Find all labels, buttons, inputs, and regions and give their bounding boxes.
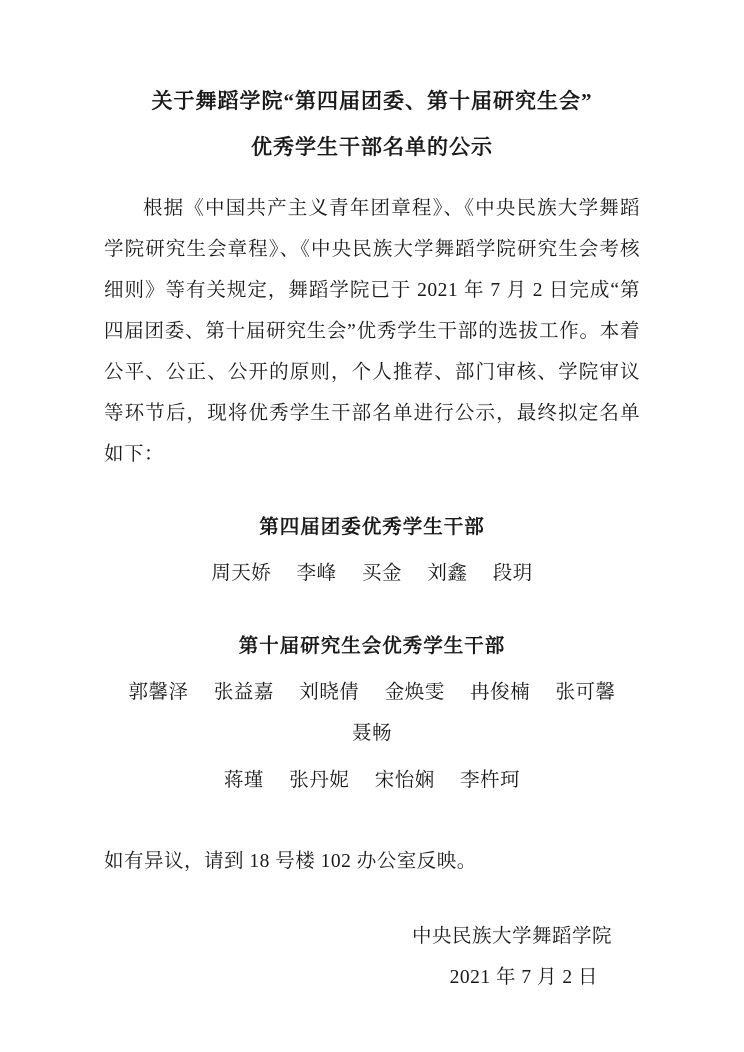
list-item: 张可馨 [555,682,616,703]
name-row [104,553,640,594]
list-item: 蒋瑾 [223,770,264,791]
name-row [104,672,640,754]
notice-text: 如有异议，请到 18 号楼 102 办公室反映。 [104,851,477,872]
section-yanjiushenghui [104,628,640,801]
signature-org: 中央民族大学舞蹈学院 [411,926,612,947]
list-item: 张丹妮 [289,770,350,791]
list-item: 段玥 [492,563,533,584]
page-title [104,78,640,170]
list-item: 周天娇 [211,563,272,584]
list-item: 刘晓倩 [299,682,360,703]
title-line-2: 优秀学生干部名单的公示 [251,135,493,159]
list-item: 聂畅 [351,723,392,744]
body-paragraph: 根据《中国共产主义青年团章程》、《中央民族大学舞蹈学院研究生会章程》、《中央民族大学舞蹈学院研究生会考核细则》等有关规定，舞蹈学院已于 2021 年 7 月 2 日完成“第四届团委、第十届研究生会”优秀学生干部的选拔工作。本着公平、公正、公开的原则，个人推荐、部门审核、学院审议等环节后，现将优秀学生干部名单进行公示，最终拟定名单如下： [104,198,640,465]
signature-date: 2021 年 7 月 2 日 [449,967,598,988]
list-item: 刘鑫 [427,563,468,584]
list-item: 张益嘉 [213,682,274,703]
list-item: 冉俊楠 [470,682,531,703]
title-line-1: 关于舞蹈学院“第四届团委、第十届研究生会” [151,89,593,113]
list-item: 郭馨泽 [128,682,189,703]
list-item: 宋怡娴 [374,770,435,791]
signature-block [104,916,640,998]
section-heading-tuanwei: 第四届团委优秀学生干部 [259,517,485,538]
name-row [104,760,640,801]
list-item: 李峰 [296,563,337,584]
list-item: 李杵珂 [460,770,521,791]
section-heading-yanjiushenghui: 第十届研究生会优秀学生干部 [238,636,506,657]
section-tuanwei [104,509,640,594]
list-item: 金焕雯 [384,682,445,703]
list-item: 买金 [361,563,402,584]
